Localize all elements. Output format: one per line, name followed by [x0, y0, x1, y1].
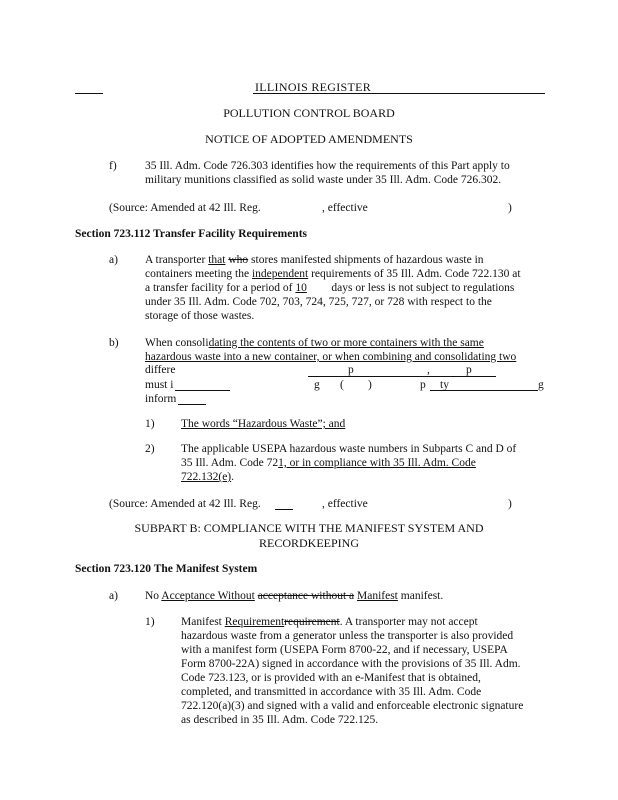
item-a-label: a)	[109, 254, 118, 266]
blank-rule	[175, 390, 230, 391]
item-a-line4: under 35 Ill. Adm. Code 702, 703, 724, 725, 727, or 728 with respect to the	[145, 296, 492, 308]
item-b-line5: inform	[145, 393, 177, 405]
sub-2-line3	[181, 471, 234, 484]
text-run: When consoli	[145, 337, 209, 349]
sub-a1-line8: as described in 35 Ill. Adm. Code 722.125.	[181, 714, 379, 726]
text-run: containers meeting the	[145, 268, 252, 280]
fragment-p: p	[420, 379, 426, 391]
text-run: . A transporter may not accept	[339, 616, 478, 628]
item-a2-text	[145, 590, 443, 603]
text-run: requirements of 35 Ill. Adm. Code 722.130 at	[308, 268, 521, 280]
source-effective-1: , effective	[322, 202, 368, 214]
source-close-1: )	[508, 202, 512, 214]
sub-2-label: 2)	[145, 443, 155, 455]
text-run: manifest.	[397, 590, 444, 602]
fragment-p: p	[348, 364, 354, 376]
sub-a1-line4: Form 8700-22A) signed in accordance with the provisions of 35 Ill. Adm.	[181, 658, 521, 670]
text-run: stores manifested shipments of hazardous waste in	[248, 254, 484, 266]
inserted-text: Acceptance Without	[161, 590, 255, 602]
item-b-line2	[145, 351, 516, 364]
text-run: a transfer facility for a period of	[145, 282, 296, 294]
header-rule-left	[75, 93, 103, 94]
sub-2-line2	[181, 457, 476, 470]
item-f-line1: 35 Ill. Adm. Code 726.303 identifies how the requirements of this Part apply to	[145, 160, 510, 172]
fragment-p: p	[466, 364, 472, 376]
sub-1-label: 1)	[145, 418, 155, 430]
fragment-comma: ,	[427, 364, 430, 376]
sub-1-text: The words “Hazardous Waste”; and	[181, 418, 346, 430]
fragment-paren: (	[340, 379, 344, 391]
text-run: No	[145, 590, 162, 602]
item-a-line2	[145, 268, 521, 281]
fragment-paren: )	[368, 379, 372, 391]
subpart-b-line2: RECORDKEEPING	[258, 536, 359, 550]
sub-a1-line2: hazardous waste from a generator unless the transporter is also provided	[181, 630, 514, 642]
sub-a1-line3: with a manifest form (USEPA Form 8700-22, and if necessary, USEPA	[181, 644, 508, 656]
source-close-2: )	[508, 498, 512, 510]
source-effective-2: , effective	[322, 498, 368, 510]
inserted-text: hazardous waste into a new	[145, 351, 272, 363]
inserted-text: container, or when combining and consolidating two	[271, 351, 517, 363]
notice-title: NOTICE OF ADOPTED AMENDMENTS	[205, 132, 413, 146]
item-f-line2: military munitions classified as solid waste under 35 Ill. Adm. Code 726.302.	[145, 174, 502, 186]
inserted-text: dating the contents of two or more containers with the same	[208, 337, 484, 349]
board-title: POLLUTION CONTROL BOARD	[223, 106, 395, 120]
item-a-line5: storage of those wastes.	[145, 310, 255, 322]
source-text: (Source: Amended at 42 Ill. Reg.	[109, 498, 261, 510]
sub-a1-line7: 722.120(a)(3) and signed with a valid and enforceable electronic signature	[181, 700, 524, 712]
sub-a1-line5: Code 723.123, or is provided with an e-Manifest that is obtained,	[181, 672, 481, 684]
deleted-text: requirement	[284, 616, 340, 628]
inserted-text: that	[208, 254, 226, 266]
fragment-ty: ty	[440, 379, 449, 391]
inserted-text: 722.132(e)	[181, 471, 232, 483]
deleted-text: who	[228, 254, 249, 266]
fragment-g: g	[538, 379, 544, 391]
blank-rule	[275, 509, 293, 510]
item-b-label: b)	[109, 337, 119, 349]
sub-a1-line1	[181, 616, 478, 629]
text-run: 35 Ill. Adm. Code 72	[181, 457, 279, 469]
source-note-2	[109, 498, 261, 511]
inserted-text: Manifest	[357, 590, 398, 602]
section-112-title: Section 723.112 Transfer Facility Requirements	[75, 228, 308, 240]
sub-a1-label: 1)	[145, 616, 155, 628]
section-120-title: Section 723.120 The Manifest System	[75, 563, 258, 575]
inserted-text: 1, or in compliance with 35 Ill. Adm. Code	[278, 457, 476, 469]
fragment-g: g	[314, 379, 320, 391]
sub-2-line1: The applicable USEPA hazardous waste numbers in Subparts C and D of	[181, 443, 517, 455]
source-text: (Source: Amended at 42 Ill. Reg.	[109, 202, 261, 214]
text-run: Manifest	[181, 616, 225, 628]
item-b-line3: differe	[145, 364, 176, 376]
sub-a1-line6: completed, and transmitted in accordance with 35 Ill. Adm. Code	[181, 686, 482, 698]
item-b-line4: must i	[145, 379, 174, 391]
inserted-text: Requirement	[224, 616, 285, 628]
item-a-line3	[145, 282, 514, 295]
register-title: ILLINOIS REGISTER	[255, 80, 372, 94]
header-rule	[253, 93, 545, 94]
deleted-text: acceptance without a	[257, 590, 355, 602]
text-run: .	[231, 471, 235, 483]
text-run: days or less is not subject to regulations	[331, 282, 515, 294]
inserted-text: independent	[251, 268, 309, 280]
text-run: A transporter	[145, 254, 209, 266]
item-b-line1	[145, 337, 484, 350]
item-a2-label: a)	[109, 590, 118, 602]
source-note-1	[109, 202, 261, 215]
subpart-b-line1: SUBPART B: COMPLIANCE WITH THE MANIFEST SYSTEM AND	[134, 521, 484, 535]
blank-rule	[178, 404, 206, 405]
item-a-line1	[145, 254, 484, 267]
inserted-text: 10	[295, 282, 307, 294]
item-f-label: f)	[109, 160, 117, 172]
